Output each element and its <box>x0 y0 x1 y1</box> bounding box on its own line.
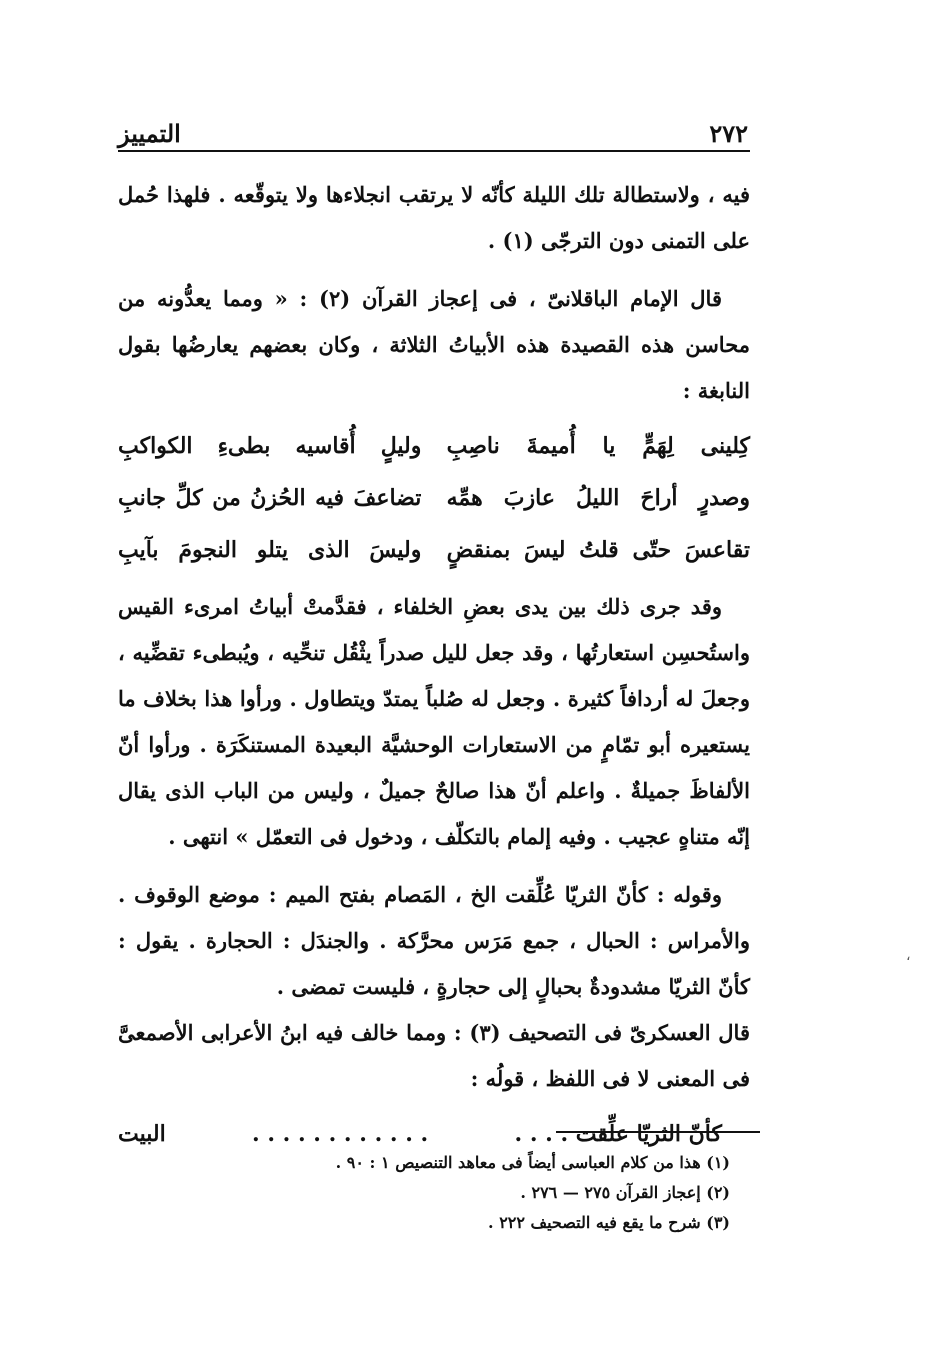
footnote-3: (٣) شرح ما يقع فيه التصحيف ٢٢٢ . <box>488 1213 730 1232</box>
quoted-verse-dots: . . . . . . . . . . . . <box>252 1121 429 1147</box>
header-rule <box>118 150 750 152</box>
verse-2-second-hemistich: تضاعفَ فيه الحُزنُ من كلِّ جانبِ <box>118 485 422 511</box>
paragraph-4: وقوله : كأنّ الثريّا عُلِّقت الخ ، المَصام بفتح الميم : موضع الوقوف . والأمراس : الحبال ، جمع مَرَس محرَّكة . والجندَل : الحجارة . يقول : كأنّ الثريّا مشدودةٌ بحبالٍ إلى حجارةٍ ، فليست تمضى . <box>118 882 750 999</box>
footnote-rule <box>556 1131 760 1133</box>
page-number: ٢٧٢ <box>709 119 748 148</box>
paragraph-gap <box>118 860 750 872</box>
verse-1-second-hemistich: وليلٍ أُقاسيه بطىءِ الكواكبِ <box>118 433 422 459</box>
margin-mark: ، <box>906 948 911 964</box>
verse-2 <box>118 472 750 524</box>
running-title: التمييز <box>118 119 181 148</box>
poem-verses <box>118 420 750 576</box>
footnotes <box>250 1148 730 1238</box>
verse-3-second-hemistich: وليسَ الذى يتلو النجومَ بآيبِ <box>118 537 422 563</box>
footnote-1: (١) هذا من كلام العباسى أيضاً فى معاهد التنصيص ١ : ٩٠ . <box>335 1153 730 1172</box>
verse-2-first-hemistich: وصدرٍ أراحَ الليلُ عازبَ همِّه <box>446 485 750 511</box>
quoted-verse-start: كأنّ الثريّا علِّقت . . . . <box>514 1121 722 1147</box>
quoted-verse-end: البيت <box>118 1121 166 1147</box>
verse-1-first-hemistich: كِلينى لِهَمٍّ يا أُميمةَ ناصِبِ <box>446 433 750 459</box>
verse-3-first-hemistich: تقاعسَ حتّى قلتُ ليسَ بمنقضٍ <box>446 537 750 563</box>
paragraph-gap <box>118 264 750 276</box>
footnote-2: (٢) إعجاز القرآن ٢٧٥ — ٢٧٦ . <box>520 1183 730 1202</box>
main-text <box>118 172 750 1160</box>
verse-1 <box>118 420 750 472</box>
paragraph-5: قال العسكرىّ فى التصحيف (٣) : ومما خالف فيه ابنُ الأعرابى الأصمعىَّ فى المعنى لا فى اللفظ ، قولُه : <box>118 1020 750 1091</box>
paragraph-2: قال الإمام الباقلانىّ ، فى إعجاز القرآن (٢) : « ومما يعدُّونه من محاسن هذه القصيدة هذه الأبياتُ الثلاثة ، وكان بعضهم يعارضُها بقول النابغة : <box>118 286 750 403</box>
paragraph-1: فيه ، ولاستطالة تلك الليلة كأنّه لا يرتقب انجلاءها ولا يتوقّعه . فلهذا حُمل على التمنى دون الترجّى (١) . <box>118 182 750 253</box>
paragraph-3: وقد جرى ذلك بين يدى بعضِ الخلفاء ، فقدَّمتْ أبياتُ امرىء القيس واستُحسِن استعارتُها ، وقد جعل لليل صدراً يثْقُل تنحِّيه ، ويُبطىء تقضِّيه ، وجعلَ له أردافاً كثيرة . وجعل له صُلباً يمتدّ ويتطاول . ورأوا هذا بخلاف ما يستعيره أبو تمّامٍ من الاستعارات الوحشيَّة البعيدة المستنكَرَة . ورأوا أنّ الألفاظَ جميلةٌ . واعلم أنّ هذا صالحٌ جميلٌ ، وليس من الباب الذى يقال إنّه متناهٍ عجيب . وفيه إلمام بالتكلّف ، ودخول فى التعمّل » انتهى . <box>118 594 750 849</box>
page-header <box>118 112 748 148</box>
verse-3 <box>118 524 750 576</box>
